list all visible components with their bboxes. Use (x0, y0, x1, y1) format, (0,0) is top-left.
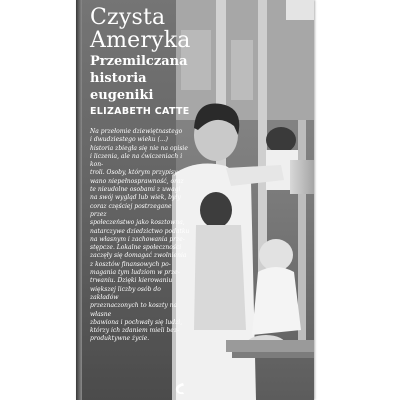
book-title (90, 6, 191, 52)
title-line-1: Czysta (90, 5, 166, 30)
author-name: ELIZABETH CATTE (90, 106, 190, 117)
book-subtitle (90, 53, 188, 104)
blurb-text: Na przełomie dziewiętnastego i dwudziestego wieku (...) historia zbiegła się nie na opisie i liczenia, ale na ćwiczeniach i kon- troli. Osoby, którym przypisy- wano niepełnosprawność, oraz te nieudolne osobami z uwagi na swój wygląd lub wiek, były coraz częściej postrzegane przez społeczeństwo jako kosztowna, natarczywe dziedzictwo podatku na własnym i zachowania prze- stępcze. Lokalne społeczności zaczęły się domagać zwolnienia z kosztów finansowych po- magania tym ludziom w prze- trwaniu. Dzięki kierowaniu większej liczby osób do zakładów przeznaczonych to koszty na własne zbawiona i pochwały się ludzi, którzy ich zdaniem mieli bez- produktywne życie. (90, 128, 190, 343)
book-cover (76, 0, 314, 400)
subtitle-line-1: Przemilczana (90, 54, 188, 69)
czarne-logo-icon (174, 382, 186, 396)
spine-edge (76, 0, 82, 400)
title-line-2: Ameryka (90, 28, 191, 53)
subtitle-line-2: historia (90, 71, 147, 86)
subtitle-line-3: eugeniki (90, 88, 154, 103)
